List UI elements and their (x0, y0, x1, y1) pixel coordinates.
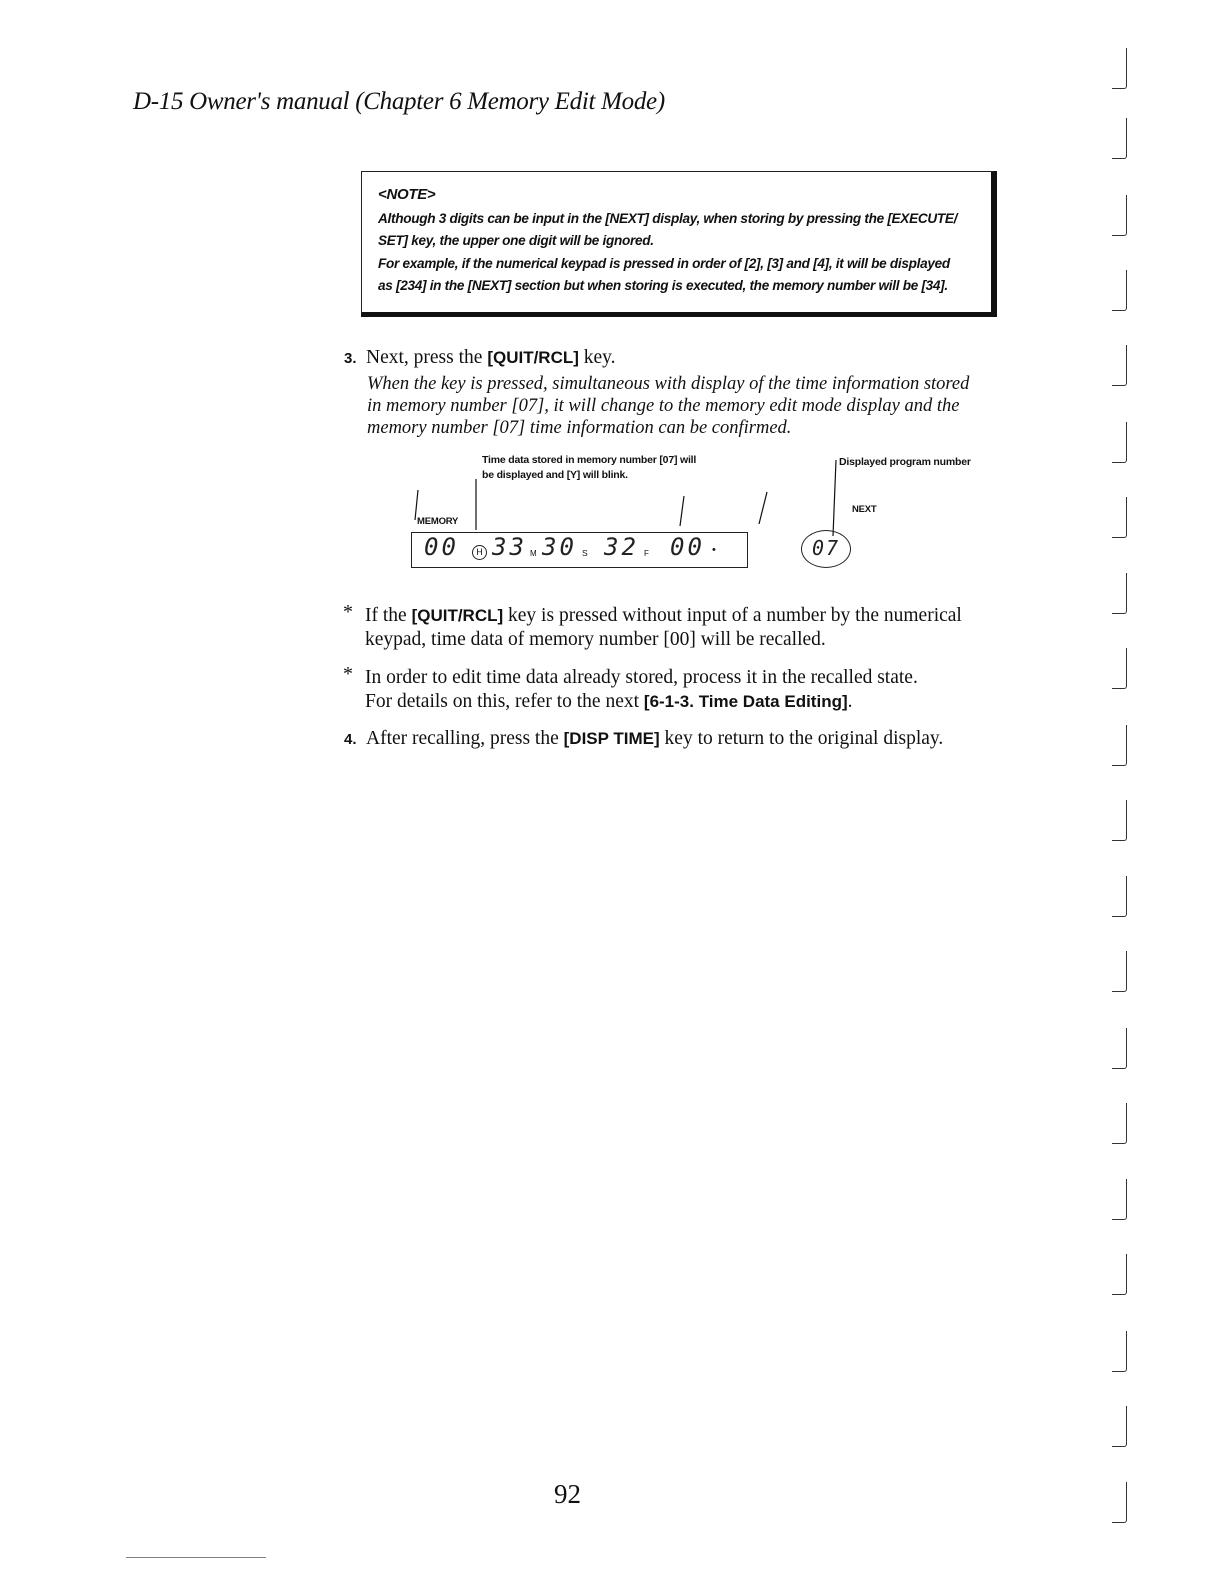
note-line: as [234] in the [NEXT] section but when storing is executed, the memory number will be [34]. (378, 278, 948, 293)
note-line: If the [QUIT/RCL] key is pressed without input of a number by the numerical (365, 605, 962, 626)
disp-time-key: [DISP TIME] (563, 729, 660, 748)
note-edit-time (365, 666, 918, 714)
callout-time-line: Time data stored in memory number [07] will (482, 454, 697, 466)
note-line: For details on this, refer to the next [6-1-3. Time Data Editing]. (365, 691, 853, 712)
step-3-pre: Next, press the (366, 347, 488, 368)
time-data-editing-ref: [6-1-3. Time Data Editing] (643, 692, 848, 711)
lcd-hours: 00 (424, 533, 459, 561)
step-3-desc-line: When the key is pressed, simultaneous with display of the time information stored (367, 374, 970, 394)
page-number: 92 (554, 1479, 581, 1509)
lcd-frames: 32 (604, 533, 639, 561)
lcd-unit-f: F (644, 549, 649, 558)
step-3-number: 3. (344, 350, 357, 367)
binder-tab (1112, 951, 1127, 992)
next-label: NEXT (852, 504, 877, 515)
step-4-number: 4. (344, 731, 357, 748)
binder-tab (1112, 1179, 1127, 1220)
binder-tab (1112, 648, 1127, 689)
binder-tab (1112, 1028, 1127, 1069)
binder-tab (1112, 195, 1127, 236)
lcd-dot-icon: • (712, 544, 716, 556)
bullet-star: * (343, 601, 353, 623)
step-3-desc-line: in memory number [07], it will change to the memory edit mode display and the (367, 396, 960, 416)
binder-tab (1112, 270, 1127, 311)
quit-rcl-key: [QUIT/RCL] (487, 348, 579, 367)
binder-tab (1112, 725, 1127, 766)
quit-rcl-key: [QUIT/RCL] (411, 606, 504, 625)
binder-tab (1112, 1331, 1127, 1372)
memory-label: MEMORY (417, 516, 459, 527)
binder-tab (1112, 800, 1127, 841)
binder-tab (1112, 1254, 1127, 1295)
step-4-instruction: After recalling, press the [DISP TIME] key to return to the original display. (366, 728, 944, 749)
note-quit-rcl (365, 604, 962, 652)
binder-tab (1112, 1103, 1127, 1144)
lcd-display (411, 532, 748, 568)
step-3-description (367, 373, 969, 439)
binder-tab (1112, 1482, 1127, 1523)
step-3-desc-line: memory number [07] time information can be confirmed. (367, 418, 792, 438)
note-line: Although 3 digits can be input in the [NEXT] display, when storing by pressing the [EXECUTE/ (378, 210, 958, 226)
note-line: keypad, time data of memory number [00] will be recalled. (365, 629, 826, 650)
note-title: <NOTE> (378, 186, 436, 203)
note-line: In order to edit time data already stored, process it in the recalled state. (365, 667, 918, 688)
lcd-unit-s: S (582, 548, 588, 558)
page-header: D-15 Owner's manual (Chapter 6 Memory Edit Mode) (133, 88, 665, 115)
bullet-star: * (343, 663, 353, 685)
next-value: 07 (811, 536, 841, 560)
lcd-seconds: 30 (542, 533, 577, 561)
lcd-unit-h: H (472, 545, 487, 560)
lcd-unit-m: M (530, 549, 537, 558)
lcd-minutes: 33 (492, 533, 527, 561)
note-box (361, 171, 997, 317)
note-line: SET] key, the upper one digit will be ignored. (378, 233, 654, 248)
binder-tab (1112, 1406, 1127, 1447)
note-line: For example, if the numerical keypad is pressed in order of [2], [3] and [4], it will be displayed (378, 255, 950, 271)
lcd-subframes: 00 (670, 533, 705, 561)
step-3-instruction (366, 346, 616, 370)
binder-tab (1112, 876, 1127, 917)
next-display (801, 530, 851, 568)
step-3-post: key. (578, 347, 616, 368)
binder-tab (1112, 48, 1127, 89)
callout-time-line: be displayed and [Y] will blink. (482, 469, 628, 481)
lcd-figure (380, 448, 1000, 583)
binder-tab (1112, 422, 1127, 463)
binder-tab (1112, 497, 1127, 538)
callout-program-number: Displayed program number (839, 456, 971, 468)
binder-tab (1112, 345, 1127, 386)
binder-tab (1112, 573, 1127, 614)
binder-tab (1112, 118, 1127, 159)
footer-line (126, 1557, 266, 1558)
